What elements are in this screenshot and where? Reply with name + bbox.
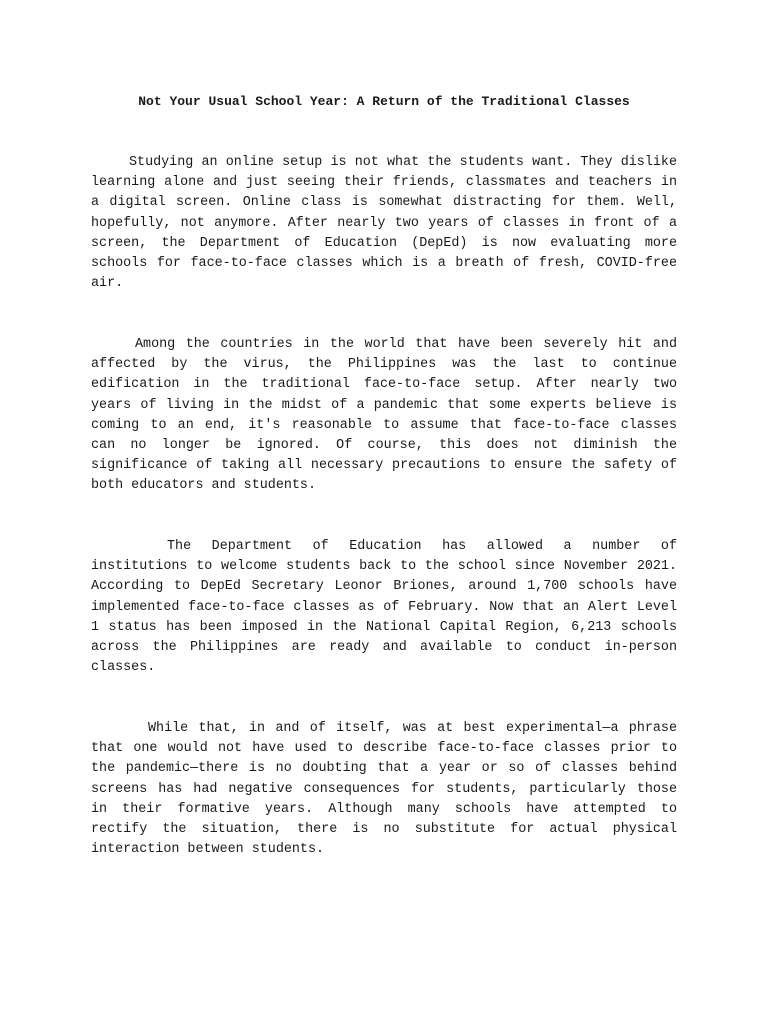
paragraph-4: While that, in and of itself, was at best experimental—a phrase that one would not have used to describe face-to-face classes prior to the pandemic—there is no doubting that a year or so of classes behind screens has had negative consequences for students, particularly those in their formative years. Although many schools have attempted to rectify the situation, there is no substitute for actual physical interaction between students.: [91, 721, 677, 858]
paragraph-2: Among the countries in the world that have been severely hit and affected by the virus, the Philippines was the last to continue edification in the traditional face-to-face setup. After nearly two years of living in the midst of a pandemic that some experts believe is coming to an end, it's reasonable to assume that face-to-face classes can no longer be ignored. Of course, this does not diminish the significance of taking all necessary precautions to ensure the safety of both educators and students.: [91, 337, 677, 494]
document-title: Not Your Usual School Year: A Return of the Traditional Classes: [138, 94, 630, 109]
paragraph-1: Studying an online setup is not what the students want. They dislike learning alone and just seeing their friends, classmates and teachers in a digital screen. Online class is somewhat distracting for them. Well, hopefully, not anymore. After nearly two years of classes in front of a screen, the Department of Education (DepEd) is now evaluating more schools for face-to-face classes which is a breath of fresh, COVID-free air.: [91, 155, 677, 292]
paragraph-3: The Department of Education has allowed a number of institutions to welcome students back to the school since November 2021. According to DepEd Secretary Leonor Briones, around 1,700 schools have implemented face-to-face classes as of February. Now that an Alert Level 1 status has been imposed in the National Capital Region, 6,213 schools across the Philippines are ready and available to conduct in-person classes.: [91, 539, 677, 676]
